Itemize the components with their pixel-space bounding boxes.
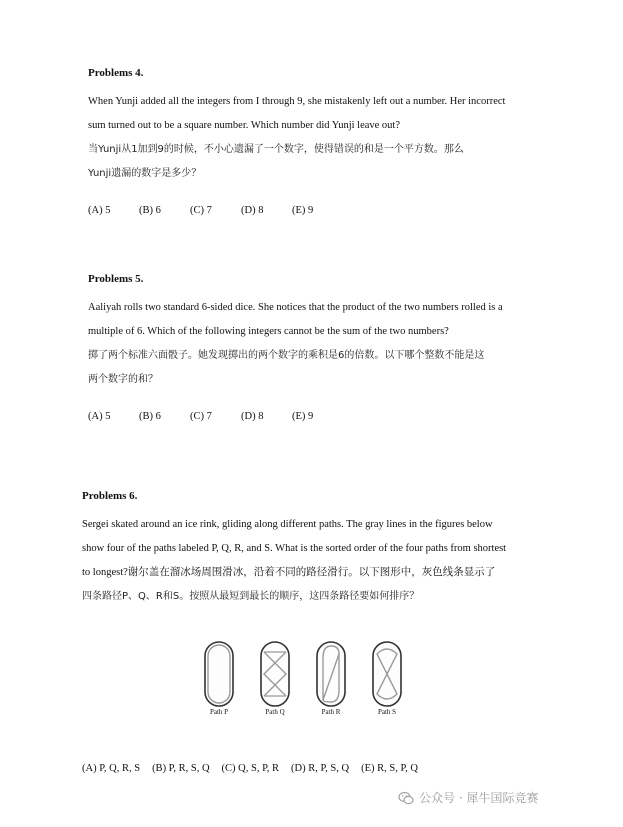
rink-path-s: [371, 640, 403, 708]
choice-c: (C) 7: [190, 411, 212, 422]
choice-e: (E) R, S, P, Q: [361, 763, 418, 774]
problem-title: Problems 4.: [88, 67, 144, 79]
problem-text-zh-line: 掷了两个标准六面骰子。她发现掷出的两个数字的乘积是6的倍数。以下哪个整数不能是这: [88, 350, 485, 361]
wechat-icon: [398, 790, 414, 806]
problem-text-zh-line: 当Yunji从1加到9的时候，不小心遗漏了一个数字，使得错误的和是一个平方数。那么: [88, 144, 464, 155]
problem-title: Problems 5.: [88, 273, 144, 285]
watermark: [398, 789, 538, 806]
answer-choices: [82, 762, 430, 776]
problem-text-en-line: sum turned out to be a square number. Which number did Yunji leave out?: [88, 120, 401, 131]
choice-d: (D) 8: [241, 205, 264, 216]
path-s-label: Path S: [377, 708, 397, 716]
choice-a: (A) 5: [88, 205, 111, 216]
choice-d: (D) 8: [241, 411, 264, 422]
path-q-label: Path Q: [265, 708, 285, 716]
choice-a: (A) P, Q, R, S: [82, 763, 141, 774]
choice-c: (C) Q, S, P, R: [221, 763, 280, 774]
rink-path-r: [315, 640, 347, 708]
problem-6: [82, 489, 542, 609]
choice-e: (E) 9: [292, 411, 314, 422]
problem-text-zh-line: Yunji遗漏的数字是多少？: [88, 168, 202, 179]
problem-text-en-line: multiple of 6. Which of the following integers cannot be the sum of the two numbers?: [88, 326, 449, 337]
problem-title: Problems 6.: [82, 490, 138, 502]
problem-text-zh-line: 四条路径P、Q、R和S。按照从最短到最长的顺序，这四条路径要如何排序？: [82, 591, 420, 602]
choice-d: (D) R, P, S, Q: [291, 763, 350, 774]
problem-text-en-line: Sergei skated around an ice rink, gliding along different paths. The gray lines in the figures below: [82, 519, 493, 530]
problem-4: [88, 66, 548, 218]
watermark-text: 公众号 · 犀牛国际竞赛: [419, 791, 539, 805]
problem-text-en-line: When Yunji added all the integers from I through 9, she mistakenly left out a number. Her incorrect: [88, 96, 506, 107]
choice-b: (B) P, R, S, Q: [152, 763, 210, 774]
choice-c: (C) 7: [190, 205, 212, 216]
choice-e: (E) 9: [292, 205, 314, 216]
answer-choices: [88, 410, 548, 424]
choice-a: (A) 5: [88, 411, 111, 422]
choice-b: (B) 6: [139, 205, 161, 216]
choice-b: (B) 6: [139, 411, 161, 422]
problem-text-en-line: Aaliyah rolls two standard 6-sided dice. She notices that the product of the two numbers rolled is a: [88, 302, 503, 313]
ice-rink-figure: [195, 632, 425, 732]
path-r-label: Path R: [321, 708, 341, 716]
problem-text-en-line: to longest?谢尔盖在溜冰场周围滑冰，沿着不同的路径滑行。以下图形中，灰色线条显示了: [82, 567, 496, 578]
rink-path-p: [203, 640, 235, 708]
rink-path-q: [259, 640, 291, 708]
path-p-label: Path P: [209, 708, 229, 716]
answer-choices: [88, 204, 548, 218]
problem-text-en-line: show four of the paths labeled P, Q, R, and S. What is the sorted order of the four paths from shortest: [82, 543, 507, 554]
problem-5: [88, 272, 548, 424]
problem-text-zh-line: 两个数字的和？: [88, 374, 158, 385]
